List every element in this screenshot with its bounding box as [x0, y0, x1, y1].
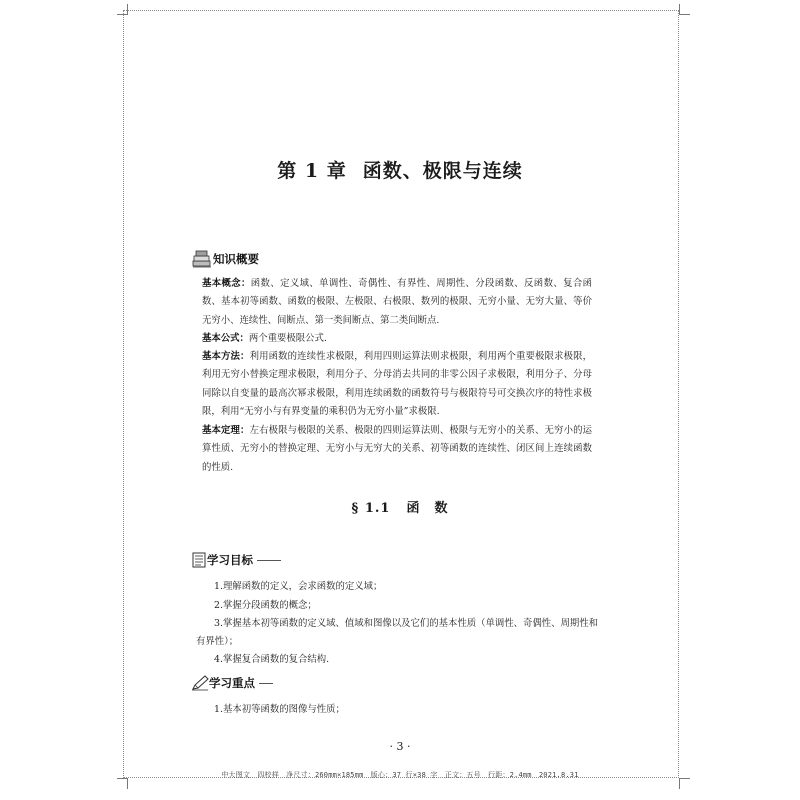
- objectives-heading: [191, 552, 281, 568]
- objective-item: 1.理解函数的定义，会求函数的定义域；: [214, 581, 383, 592]
- formula-text: 两个重要极限公式.: [248, 333, 327, 344]
- key-points-heading: [191, 675, 273, 691]
- objective-item: 3.掌握基本初等函数的定义域、值域和图像以及它们的基本性质（单调性、奇偶性、周期性和有界性）；: [196, 618, 598, 647]
- basic-formula: [202, 330, 592, 348]
- section-name: 函 数: [406, 501, 449, 516]
- chapter-title: [0, 156, 800, 183]
- chapter-number: 第 1 章: [277, 160, 347, 182]
- concepts-label: 基本概念：: [202, 278, 251, 289]
- print-specs-footer: 中大图文 四校样 净尺寸：260mm×185mm 版心：37 行×38 字 正文：五号 行距：2.4mm 2021.8.31: [221, 771, 579, 779]
- formula-label: 基本公式：: [202, 333, 249, 344]
- concepts-text: 函数、定义域、单调性、奇偶性、有界性、周期性、分段函数、反函数、复合函数、基本初等函数、函数的极限、左极限、右极限、数列的极限、无穷小量、无穷大量、等价无穷小、连续性、间断点、第一类间断点、第二类间断点.: [202, 278, 592, 326]
- notebook-icon: [191, 552, 207, 568]
- books-icon: [191, 250, 213, 268]
- basic-methods: [202, 348, 592, 422]
- section-number: § 1.1: [351, 501, 391, 516]
- overview-heading: [191, 250, 259, 268]
- method-label: 基本方法：: [202, 351, 250, 362]
- objectives-heading-rule: [257, 560, 281, 561]
- basic-theorems: [202, 422, 592, 477]
- objectives-heading-label: 学习目标: [207, 553, 253, 567]
- theorem-text: 左右极限与极限的关系、极限的四则运算法则、极限与无穷小的关系、无穷小的运算性质、无穷小的替换定理、无穷小与无穷大的关系、初等函数的连续性、闭区间上连续函数的性质.: [202, 425, 592, 473]
- page-number: · 3 ·: [389, 740, 411, 753]
- objective-item: 2.掌握分段函数的概念；: [214, 600, 317, 611]
- crop-mark-top-right: [679, 4, 690, 15]
- crop-mark-top-left: [117, 4, 128, 15]
- overview-heading-label: 知识概要: [213, 252, 259, 266]
- chapter-name: 函数、极限与连续: [362, 160, 523, 182]
- pen-icon: [191, 675, 209, 691]
- basic-concepts: [202, 275, 592, 330]
- method-text: 利用函数的连续性求极限，利用四则运算法则求极限，利用两个重要极限求极限，利用无穷小替换定理求极限，利用分子、分母消去共同的非零公因子求极限，利用分子、分母同除以自变量的最高次幂求极限，利用连续函数的函数符号与极限符号可交换次序的特性求极限，利用“无穷小与有界变量的乘积仍为无穷小量”求极限.: [202, 351, 592, 418]
- objective-item: 4.掌握复合函数的复合结构.: [214, 654, 330, 665]
- section-title: [0, 497, 800, 516]
- key-points-heading-rule: [259, 683, 273, 684]
- key-points-heading-label: 学习重点: [209, 676, 255, 690]
- key-point-item: 1.基本初等函数的图像与性质；: [214, 704, 345, 715]
- theorem-label: 基本定理：: [202, 425, 250, 436]
